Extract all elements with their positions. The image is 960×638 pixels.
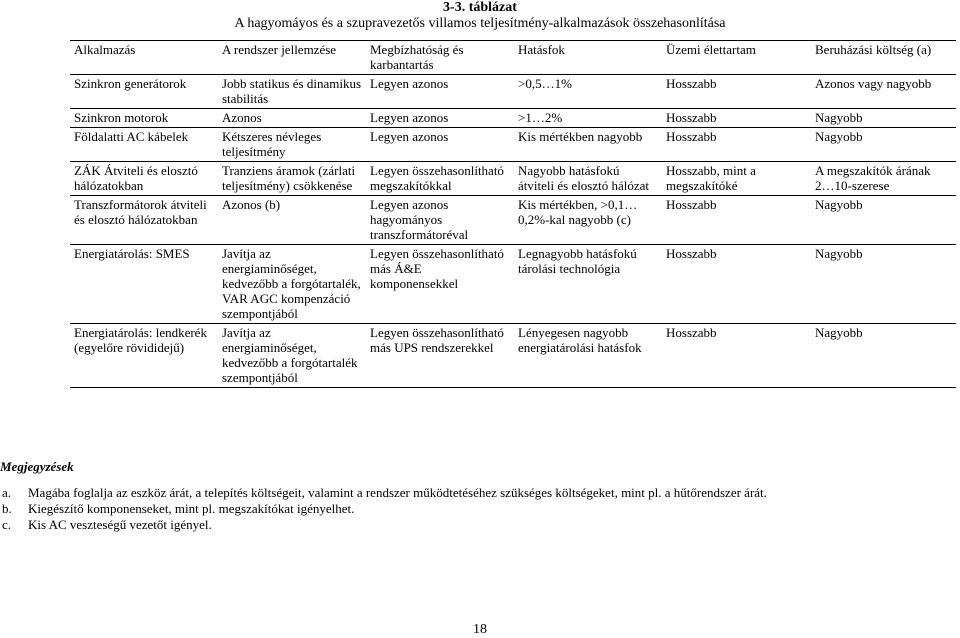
table-cell: Energiatárolás: SMES [70, 245, 218, 324]
table-cell: Hosszabb [662, 245, 811, 324]
table-row [70, 75, 956, 109]
table-cell: Transzformátorok átviteli és elosztó hálózatokban [70, 196, 218, 245]
comparison-table [70, 40, 956, 388]
table-cell: Legyen összehasonlítható más Á&E komponensekkel [366, 245, 514, 324]
table-cell: Szinkron motorok [70, 109, 218, 128]
header-cell: Üzemi élettartam [662, 41, 811, 75]
note-text: Magába foglalja az eszköz árát, a telepítés költségeit, valamint a rendszer működtetéséhez szükséges költségeket, mint pl. a hűtőrendszer árát. [28, 485, 767, 500]
table-row [70, 128, 956, 162]
table-row [70, 324, 956, 388]
table-cell: Nagyobb [811, 245, 956, 324]
table-number: 3-3. táblázat [443, 0, 517, 15]
table-cell: Nagyobb hatásfokú átviteli és elosztó hálózat [514, 162, 662, 196]
note-text: Kis AC veszteségű vezetőt igényel. [28, 517, 212, 532]
note-item [0, 501, 960, 517]
table-cell: Legyen azonos [366, 128, 514, 162]
header-cell: Hatásfok [514, 41, 662, 75]
note-key: b. [2, 501, 12, 516]
header-cell: Beruházási költség (a) [811, 41, 956, 75]
page-number: 18 [473, 622, 487, 637]
table-cell: >1…2% [514, 109, 662, 128]
table-cell: Jobb statikus és dinamikus stabilitás [218, 75, 366, 109]
table-cell: Hosszabb [662, 196, 811, 245]
table-cell: Javítja az energiaminőséget, kedvezőbb a forgótartalék, VAR AGC kompenzáció szempontjából [218, 245, 366, 324]
table-row [70, 245, 956, 324]
table-cell: Legyen összehasonlítható megszakítókkal [366, 162, 514, 196]
table-cell: Nagyobb [811, 196, 956, 245]
table-cell: Hosszabb [662, 75, 811, 109]
table-cell: Lényegesen nagyobb energiatárolási hatásfok [514, 324, 662, 388]
header-cell: Megbízhatóság és karbantartás [366, 41, 514, 75]
table-cell: Nagyobb [811, 128, 956, 162]
table-cell: Kis mértékben, >0,1…0,2%-kal nagyobb (c) [514, 196, 662, 245]
table-row [70, 109, 956, 128]
table-cell: A megszakítók árának 2…10-szerese [811, 162, 956, 196]
table-title: A hagyomáyos és a szupravezetős villamos teljesítmény-alkalmazások összehasonlítása [234, 16, 726, 31]
table-cell: Azonos vagy nagyobb [811, 75, 956, 109]
table-cell: Földalatti AC kábelek [70, 128, 218, 162]
table-cell: >0,5…1% [514, 75, 662, 109]
table-cell: Nagyobb [811, 109, 956, 128]
table-cell: Szinkron generátorok [70, 75, 218, 109]
note-key: a. [2, 485, 12, 500]
table-cell: Javítja az energiaminőséget, kedvezőbb a forgótartalék szempontjából [218, 324, 366, 388]
table-cell: Hosszabb, mint a megszakítóké [662, 162, 811, 196]
table-cell: Hosszabb [662, 109, 811, 128]
table-cell: Energiatárolás: lendkerék (egyelőre rövididejű) [70, 324, 218, 388]
table-cell: Hosszabb [662, 324, 811, 388]
note-text: Kiegészítő komponenseket, mint pl. megszakítókat igényelhet. [28, 501, 355, 516]
table-cell: Azonos (b) [218, 196, 366, 245]
note-key: c. [2, 517, 12, 532]
table-cell: Legyen összehasonlítható más UPS rendszerekkel [366, 324, 514, 388]
table-row [70, 196, 956, 245]
table-cell: Tranziens áramok (zárlati teljesítmény) csökkenése [218, 162, 366, 196]
table-cell: Legyen azonos [366, 75, 514, 109]
table-cell: Legyen azonos [366, 109, 514, 128]
note-item [0, 485, 960, 501]
table-cell: Kétszeres névleges teljesítmény [218, 128, 366, 162]
table-cell: Azonos [218, 109, 366, 128]
table-cell: Nagyobb [811, 324, 956, 388]
table-row [70, 162, 956, 196]
notes-list [0, 485, 960, 533]
table-cell: Hosszabb [662, 128, 811, 162]
note-item [0, 517, 960, 533]
header-cell: Alkalmazás [70, 41, 218, 75]
table-cell: Kis mértékben nagyobb [514, 128, 662, 162]
table-cell: Legyen azonos hagyományos transzformátoréval [366, 196, 514, 245]
table-header-row [70, 41, 956, 75]
table-cell: ZÁK Átviteli és elosztó hálózatokban [70, 162, 218, 196]
table-cell: Legnagyobb hatásfokú tárolási technológia [514, 245, 662, 324]
notes-label: Megjegyzések [0, 459, 74, 474]
header-cell: A rendszer jellemzése [218, 41, 366, 75]
